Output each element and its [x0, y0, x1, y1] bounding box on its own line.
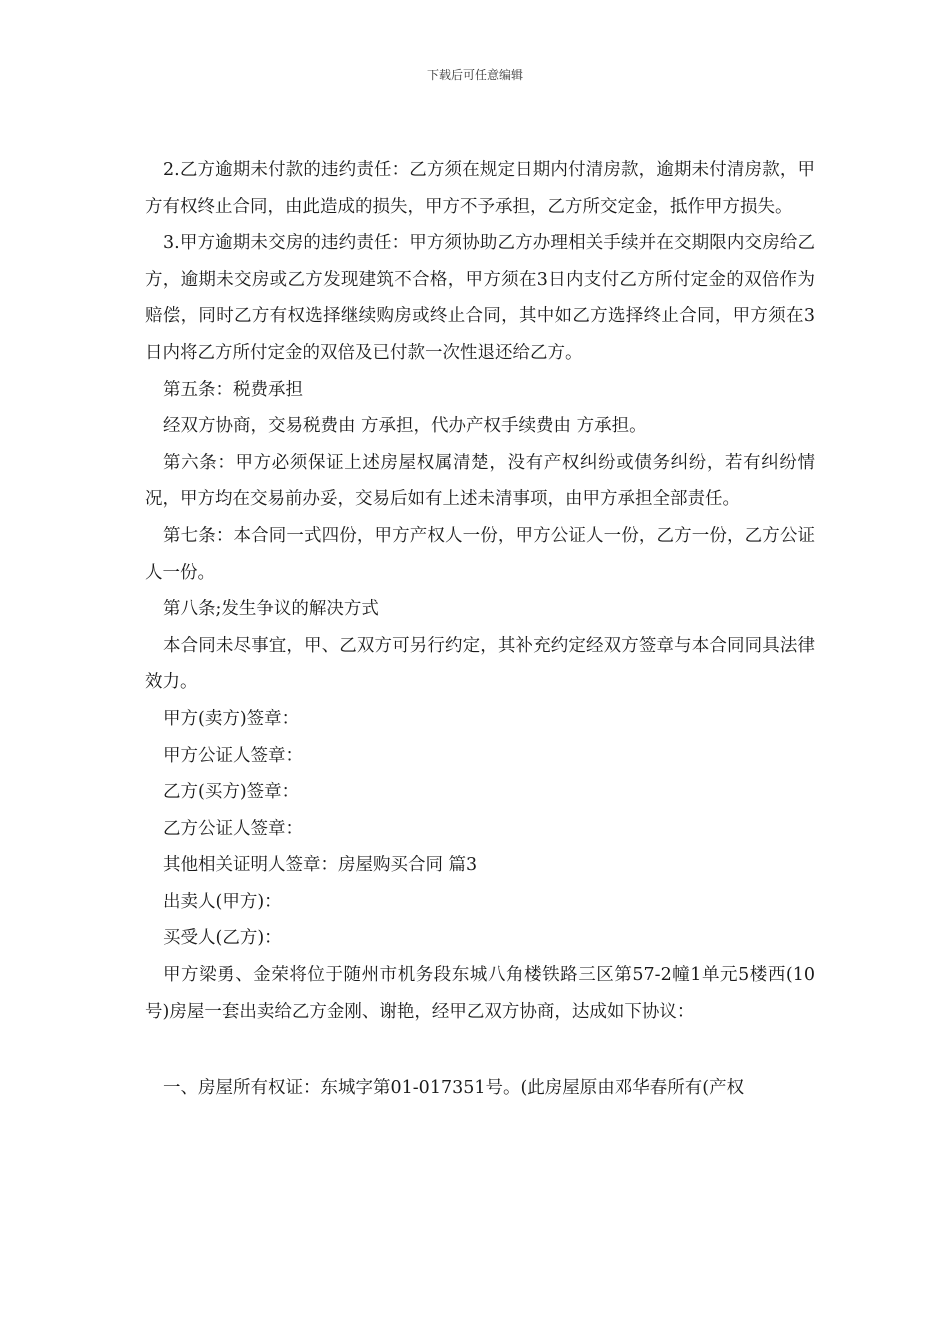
clause-3-overdue-delivery: 3.甲方逾期未交房的违约责任：甲方须协助乙方办理相关手续并在交期限内交房给乙方，逾期未交房或乙方发现建筑不合格，甲方须在3日内支付乙方所付定金的双倍作为赔偿，同时乙方有权选择继续购房或终止合同，其中如乙方选择终止合同，甲方须在3日内将乙方所付定金的双倍及已付款一次性退还给乙方。 — [145, 233, 815, 363]
article-8-text: 本合同未尽事宜，甲、乙双方可另行约定，其补充约定经双方签章与本合同同具法律效力。 — [145, 635, 815, 693]
signature-seller: 甲方(卖方)签章： — [163, 708, 300, 729]
paragraph-gap — [145, 1030, 815, 1070]
agreement-intro: 甲方梁勇、金荣将位于随州市机务段东城八角楼铁路三区第57-2幢1单元5楼西(10号)房屋一套出卖给乙方金刚、谢艳，经甲乙双方协商，达成如下协议： — [145, 965, 815, 1022]
article-5-heading: 第五条：税费承担 — [163, 379, 303, 400]
article-7-text: 第七条：本合同一式四份，甲方产权人一份，甲方公证人一份，乙方一份，乙方公证人一份。 — [145, 525, 815, 583]
signature-buyer-notary: 乙方公证人签章： — [163, 818, 303, 839]
buyer-party-line: 买受人(乙方)： — [163, 928, 282, 949]
article-5-text: 经双方协商，交易税费由 方承担，代办产权手续费由 方承担。 — [163, 416, 647, 437]
article-6-text: 第六条：甲方必须保证上述房屋权属清楚，没有产权纠纷或债务纠纷，若有纠纷情况，甲方均在交易前办妥，交易后如有上述未清事项，由甲方承担全部责任。 — [145, 452, 815, 510]
seller-party-line: 出卖人(甲方)： — [163, 891, 282, 912]
signature-seller-notary: 甲方公证人签章： — [163, 745, 303, 766]
document-body — [145, 152, 815, 1107]
page-header-note: 下载后可任意编辑 — [426, 68, 523, 82]
clause-2-overdue-payment: 2.乙方逾期未付款的违约责任：乙方须在规定日期内付清房款，逾期未付清房款，甲方有权终止合同，由此造成的损失，甲方不予承担，乙方所交定金，抵作甲方损失。 — [145, 160, 815, 217]
section-1-ownership-certificate: 一、房屋所有权证：东城字第01-017351号。(此房屋原由邓华春所有(产权 — [163, 1078, 745, 1099]
signature-buyer: 乙方(买方)签章： — [163, 782, 300, 803]
article-8-heading: 第八条;发生争议的解决方式 — [163, 599, 379, 620]
signature-other-witness: 其他相关证明人签章：房屋购买合同 篇3 — [163, 855, 478, 876]
